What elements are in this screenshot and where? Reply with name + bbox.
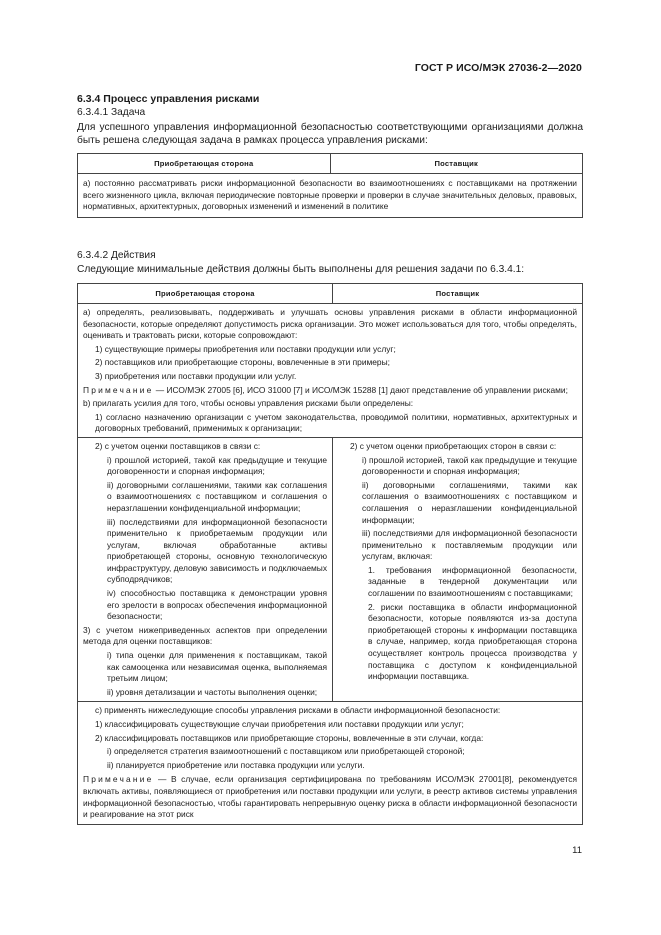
supplier-cell (333, 437, 583, 701)
supplier-item-2-iii-2: 2. риски поставщика в области информационной безопасности, которые появляются из-за доступа приобретающей стороны к информации поставщика в случае, например, когда приобретающая сторона осуществляет контроль процесса производства у поставщика с доступом к конфиденциальной информации поставщика. (368, 601, 577, 682)
standard-designation: ГОСТ Р ИСО/МЭК 27036-2—2020 (414, 62, 582, 74)
action-a-item-3: 3) приобретения или поставки продукции или услуг. (95, 370, 297, 381)
acquirer-item-2-ii: ii) договорными соглашениями, такими как соглашения о взаимоотношениях с поставщиком и соглашения о неразглашении конфиденциальной информации; (107, 479, 328, 513)
action-c-item-2-ii: ii) планируется приобретение или поставка продукции или услуги. (107, 759, 365, 770)
action-b-text: b) прилагать усилия для того, чтобы основы управления рисками были определены: (83, 398, 414, 409)
supplier-item-2-iii: iii) последствиями для информационной безопасности применительно к поставляемым продукции или услугам, включая: (362, 528, 577, 562)
note-label: Примечание (83, 384, 154, 395)
action-a-item-2: 2) поставщиков или приобретающие стороны, вовлеченные в эти примеры; (95, 357, 390, 368)
column-header-supplier: Поставщик (333, 284, 583, 304)
page-number: 11 (572, 845, 582, 856)
supplier-item-2: 2) с учетом оценки приобретающих сторон в связи с: (350, 440, 557, 451)
action-c-item-2-i: i) определяется стратегия взаимоотношений с поставщиком или приобретающей стороной; (107, 746, 465, 757)
task-table (77, 153, 583, 218)
supplier-item-2-i: i) прошлой историей, такой как предыдущие и текущие договоренности и спорная информация; (362, 454, 577, 477)
action-a-item-1: 1) существующие примеры приобретения или поставки продукции или услуг; (95, 343, 396, 354)
column-header-acquirer: Приобретающая сторона (78, 284, 333, 304)
action-c-note: Примечание — В случае, если организация сертифицирована по требованиям ИСО/МЭК 27001[8], рекомендуется включать активы, появляющиеся от приобретения или поставки продукции или услуги, в реестр активов системы управления информационной безопасностью, чтобы гарантировать непрерывную оценку риска в области информационной безопасности и реагирование на этот риск (83, 774, 577, 820)
acquirer-item-2-i: i) прошлой историей, такой как предыдущие и текущие договоренности и спорная информация; (107, 454, 328, 477)
task-text: а) постоянно рассматривать риски информационной безопасности во взаимоотношениях с поставщиками на протяжении всего жизненного цикла, включая периодические повторные проверки и проверки в случае значительных деловых, правовых, нормативных, архитектурных, договорных изменений и изменений в политике (83, 178, 577, 212)
subsection-task: 6.3.4.1 Задача (77, 107, 146, 118)
task-row (78, 174, 583, 218)
acquirer-cell (78, 437, 333, 701)
action-c-text: с) применять нижеследующие способы управления рисками в области информационной безопасности: (95, 705, 501, 716)
supplier-item-2-iii-1: 1. требования информационной безопасности, заданные в тендерной документации или соглашении по взаимоотношениям с поставщиками; (368, 564, 577, 599)
actions-intro: Следующие минимальные действия должны быть выполнены для решения задачи по 6.3.4.1: (77, 264, 525, 275)
action-row-a-b (78, 304, 583, 438)
subsection-actions: 6.3.4.2 Действия (77, 250, 156, 261)
acquirer-item-3-ii: ii) уровня детализации и частоты выполнения оценки; (107, 686, 318, 697)
action-a-text: а) определять, реализовывать, поддерживать и улучшать основы управления рисками в области информационной безопасности, которые определяют допустимость риска организации. Это может использоваться для того, чтобы определять, оценивать и трактовать риски, которые сопровождают: (83, 307, 577, 341)
acquirer-item-3: 3) с учетом нижеприведенных аспектов при определении метода для оценки поставщиков: (83, 624, 328, 647)
column-header-supplier: Поставщик (330, 154, 583, 174)
acquirer-item-3-i: i) типа оценки для применения к поставщикам, такой как самооценка или независимая оценка, выполняемая третьим лицом; (107, 650, 328, 684)
actions-table (77, 283, 583, 825)
section-title: 6.3.4 Процесс управления рисками (77, 93, 260, 105)
action-c-item-2: 2) классифицировать поставщиков или приобретающие стороны, вовлеченные в эти случаи, когда: (95, 732, 484, 743)
acquirer-item-2: 2) с учетом оценки поставщиков в связи с: (95, 440, 261, 451)
action-c-item-1: 1) классифицировать существующие случаи приобретения или поставки продукции или услуг; (95, 719, 464, 729)
supplier-item-2-ii: ii) договорными соглашениями, такими как соглашения о взаимоотношениях с поставщиком и соглашения о неразглашении конфиденциальной информации; (362, 479, 577, 525)
acquirer-item-2-iv: iv) способностью поставщика к демонстрации уровня его зрелости в вопросах обеспечения информационной безопасности; (107, 588, 328, 622)
acquirer-item-2-iii: iii) последствиями для информационной безопасности применительно к приобретаемым продукции или услугам, включая обработанные активы приобретающей стороны, основную технологическую инфраструктуру, деловую зависимость и подключаемых субподрядчиков; (107, 516, 328, 585)
action-a-note: Примечание — ИСО/МЭК 27005 [6], ИСО 31000 [7] и ИСО/МЭК 15288 [1] дают представление об управлении рисками; (83, 384, 568, 395)
column-header-acquirer: Приобретающая сторона (78, 154, 331, 174)
note-label: Примечание (83, 774, 154, 785)
intro-paragraph: Для успешного управления информационной безопасностью соответствующими организациями должна быть решена следующая задача в рамках процесса управления рисками: (77, 122, 583, 146)
action-row-c (78, 702, 583, 824)
action-b-item-1: 1) согласно назначению организации с учетом законодательства, проводимой политики, нормативных, архитектурных и договорных требований, применимых к организации; (95, 411, 577, 434)
